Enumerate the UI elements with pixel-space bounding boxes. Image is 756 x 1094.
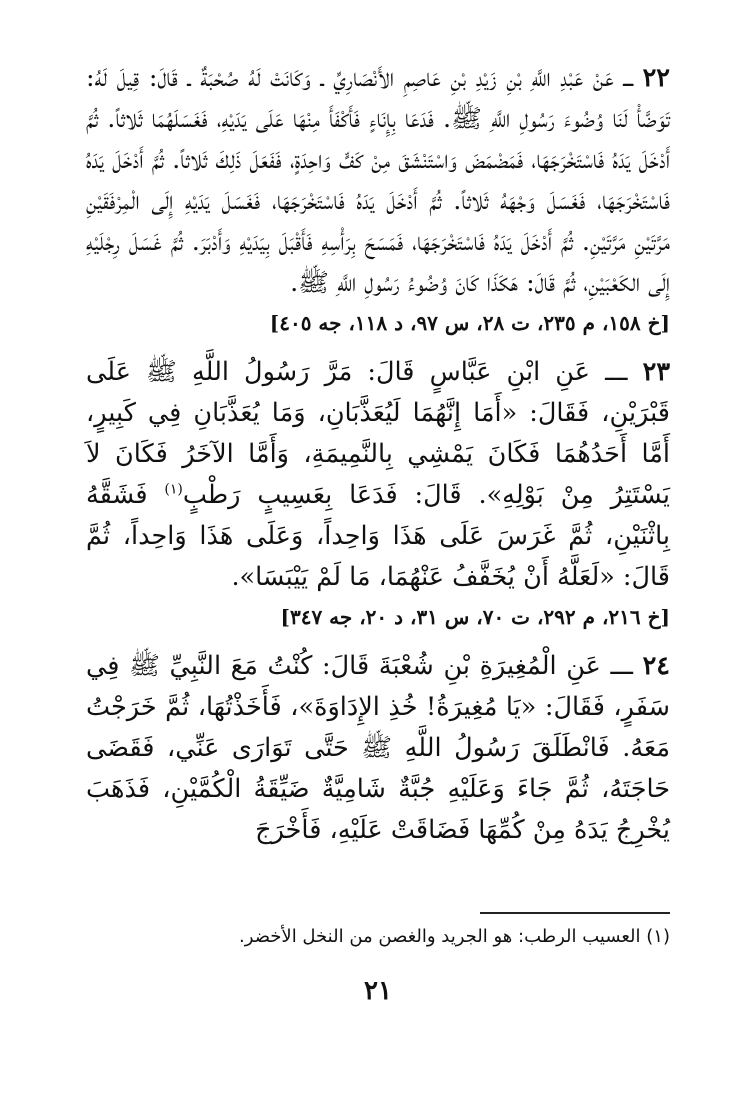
hadith-text xyxy=(86,58,670,304)
hadith-number: ٢٣ xyxy=(642,357,671,387)
hadith-23 xyxy=(86,352,670,634)
footnote: (١) العسيب الرطب: هو الجريد والغصن من النخل الأخضر. xyxy=(239,926,670,947)
footnote-divider xyxy=(480,912,670,914)
footnote-marker[interactable]: (١) xyxy=(164,481,183,498)
page-number: ٢١ xyxy=(364,976,392,1006)
hadith-number: ٢٢ xyxy=(642,63,670,93)
hadith-body: عَنِ ابْنِ عَبَّاسٍ قَالَ: مَرَّ رَسُولُ اللَّهِ ﷺ عَلَى قَبْرَيْنِ، فَقَالَ: «أَمَا إِنَّهُمَا لَيُعَذَّبَانِ، وَمَا يُعَذَّبَانِ فِي كَبِيرٍ، أَمَّا أَحَدُهُمَا فَكَانَ يَمْشِي بِالنَّمِيمَةِ، وَأَمَّا الآخَرُ فَكَانَ لاَ يَسْتَتِرُ مِنْ بَوْلِهِ». قَالَ: فَدَعَا بِعَسِيبٍ رَطْبٍ xyxy=(86,357,670,510)
hadith-dash: ـــ xyxy=(623,63,633,93)
hadith-text xyxy=(86,352,670,598)
hadith-24 xyxy=(86,646,670,851)
hadith-body-continued: فَشَقَّهُ بِاثْنَيْنِ، ثُمَّ غَرَسَ عَلَى هَذَا وَاحِداً، وَعَلَى هَذَا وَاحِداً، ثُمَّ قَالَ: «لَعَلَّهُ أَنْ يُخَفَّفُ عَنْهُمَا، مَا لَمْ يَيْبَسَا». xyxy=(86,480,670,592)
hadith-dash: ـــ xyxy=(605,357,628,387)
hadith-text xyxy=(86,646,670,851)
hadith-22 xyxy=(86,58,670,340)
hadith-body: عَنِ الْمُغِيرَةِ بْنِ شُعْبَةَ قَالَ: كُنْتُ مَعَ النَّبِيِّ ﷺ فِي سَفَرٍ، فَقَالَ: «يَا مُغِيرَةُ! خُذِ الإِدَاوَةَ»، فَأَخَذْتُهَا، ثُمَّ خَرَجْتُ مَعَهُ. فَانْطَلَقَ رَسُولُ اللَّهِ ﷺ حَتَّى تَوَارَى عَنِّي، فَقَضَى حَاجَتَهُ، ثُمَّ جَاءَ وَعَلَيْهِ جُبَّةٌ شَامِيَّةٌ ضَيِّقَةُ الْكُمَّيْنِ، فَذَهَبَ يُخْرِجُ يَدَهُ مِنْ كُمِّهَا فَضَاقَتْ عَلَيْهِ، فَأَخْرَجَ xyxy=(86,651,670,845)
page-body xyxy=(86,58,670,851)
hadith-reference: [خ ٢١٦، م ٢٩٢، ت ٧٠، س ٣١، د ٢٠، جه ٣٤٧] xyxy=(280,605,670,629)
hadith-number: ٢٤ xyxy=(642,651,670,681)
hadith-dash: ـــ xyxy=(610,651,633,681)
hadith-reference: [خ ١٥٨، م ٢٣٥، ت ٢٨، س ٩٧، د ١١٨، جه ٤٠٥] xyxy=(269,311,670,335)
hadith-body: عَنْ عَبْدِ اللَّهِ بْنِ زَيْدِ بْنِ عَاصِمِ الأَنْصَارِيِّ ـ وَكَانَتْ لَهُ صُحْبَةٌ ـ قَالَ: قِيلَ لَهُ: تَوَضَّأْ لَنَا وُضُوءَ رَسُولِ اللَّهِ ﷺ. فَدَعَا بِإِنَاءٍ فَأَكْفَأَ مِنْهَا عَلَى يَدَيْهِ، فَغَسَلَهُمَا ثَلاثاً. ثُمَّ أَدْخَلَ يَدَهُ فَاسْتَخْرَجَهَا، فَمَضْمَضَ وَاسْتَنْشَقَ مِنْ كَفٍّ وَاحِدَةٍ، فَفَعَلَ ذَلِكَ ثَلاثاً. ثُمَّ أَدْخَلَ يَدَهُ فَاسْتَخْرَجَهَا، فَغَسَلَ وَجْهَهُ ثَلاثاً. ثُمَّ أَدْخَلَ يَدَهُ فَاسْتَخْرَجَهَا، فَغَسَلَ يَدَيْهِ إِلَى الْمِرْفَقَيْنِ مَرَّتَيْنِ مَرَّتَيْنِ. ثُمَّ أَدْخَلَ يَدَهُ فَاسْتَخْرَجَهَا، فَمَسَحَ بِرَأْسِهِ فَأَقْبَلَ بِيَدَيْهِ وَأَدْبَرَ. ثُمَّ غَسَلَ رِجْلَيْهِ إِلَى الكَعْبَيْنِ، ثُمَّ قَالَ: هَكَذَا كَانَ وُضُوءُ رَسُولِ اللَّهِ ﷺ. xyxy=(86,63,670,298)
